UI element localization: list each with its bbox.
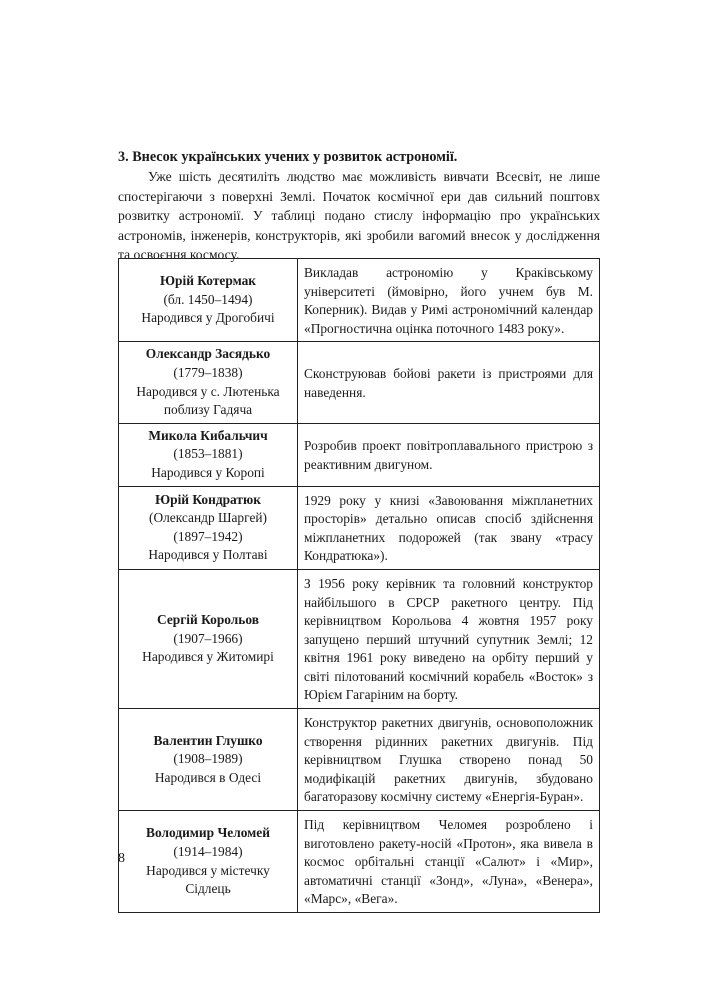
intro-paragraph: Уже шість десятиліть людство має можливість вивчати Всесвіт, не лише спостерігаючи з поверхні Землі. Початок космічної ери дав сильний поштовх розвитку астрономії. У таблиці подано стислу інформацію про українських астрономів, інженерів, конструкторів, які зробили вагомий внесок у дослідження та освоєння космосу. xyxy=(118,169,600,263)
person-years: (1907–1966) xyxy=(173,630,243,646)
table-row xyxy=(119,709,600,811)
person-cell xyxy=(119,342,298,423)
person-name: Володимир Челомей xyxy=(146,825,270,841)
person-birthplace: Народився у Полтаві xyxy=(148,547,268,563)
person-cell xyxy=(119,259,298,342)
contribution-cell: Під керівництвом Челомея розроблено і виготовлено ракету-носій «Протон», яка вивела в космос орбітальні станції «Салют» і «Мир», автоматичні станції «Зонд», «Луна», «Венера», «Марс», «Вега». xyxy=(298,811,600,913)
contribution-cell: Сконструював бойові ракети із пристроями для наведення. xyxy=(298,342,600,423)
table-row xyxy=(119,811,600,913)
person-name: Олександр Засядько xyxy=(145,346,271,362)
person-name: Валентин Глушко xyxy=(153,732,263,748)
person-years: (1908–1989) xyxy=(173,751,243,767)
person-cell xyxy=(119,709,298,811)
contribution-cell: З 1956 року керівник та головний конструктор найбільшого в СРСР ракетного центру. Під керівництвом Корольова 4 жовтня 1957 року запущено перший штучний супутник Землі; 12 квітня 1961 року виведено на орбіту перший у світі пілотований космічний корабель «Восток» з Юрієм Гагаріним на борту. xyxy=(298,569,600,708)
table-row xyxy=(119,569,600,708)
person-birthplace: Народився в Одесі xyxy=(154,769,262,785)
person-birthplace: Народився у Коропі xyxy=(151,464,265,480)
contribution-cell: Розробив проект повітроплавального пристрою з реактивним двигуном. xyxy=(298,423,600,486)
contribution-cell: Конструктор ракетних двигунів, основоположник створення рідинних ракетних двигунів. Під керівництвом Глушка створено понад 50 модифікацій ракетних двигунів, збудовано багаторазову космічну систему «Енергія-Буран». xyxy=(298,709,600,811)
person-birthplace: Народився у Дрогобичі xyxy=(141,310,275,326)
person-years: (1853–1881) xyxy=(173,446,243,462)
person-birthplace: Народився у Житомирі xyxy=(142,649,274,665)
person-years: (бл. 1450–1494) xyxy=(163,291,253,307)
person-cell xyxy=(119,423,298,486)
page-number: 8 xyxy=(118,851,125,866)
person-cell xyxy=(119,486,298,569)
contribution-cell: Викладав астрономію у Краківському університеті (ймовірно, його учнем був М. Коперник). Видав у Римі астрономічний календар «Прогностична оцінка поточного 1483 року». xyxy=(298,259,600,342)
person-name: Микола Кибальчич xyxy=(148,427,268,443)
person-years: (1897–1942) xyxy=(173,528,243,544)
person-years: (1914–1984) xyxy=(173,843,243,859)
person-birthplace: Народився у містечку Сідлець xyxy=(146,862,270,897)
person-alias: (Олександр Шаргей) xyxy=(148,510,268,526)
table-row xyxy=(119,423,600,486)
table-row xyxy=(119,342,600,423)
contribution-cell: 1929 року у книзі «Завоювання міжпланетних просторів» детально описав спосіб здійснення міжпланетних подорожей (так звану «трасу Кондратюка»). xyxy=(298,486,600,569)
person-name: Юрій Котермак xyxy=(159,273,257,289)
person-birthplace: Народився у с. Лютенька поблизу Гадяча xyxy=(136,383,280,418)
person-name: Юрій Кондратюк xyxy=(155,491,261,507)
person-cell xyxy=(119,811,298,913)
person-cell xyxy=(119,569,298,708)
section-heading: 3. Внесок українських учених у розвиток астрономії. xyxy=(118,149,458,165)
table-row xyxy=(119,259,600,342)
person-name: Сергій Корольов xyxy=(157,612,259,628)
contributors-table xyxy=(118,258,600,913)
person-years: (1779–1838) xyxy=(173,364,243,380)
table-row xyxy=(119,486,600,569)
